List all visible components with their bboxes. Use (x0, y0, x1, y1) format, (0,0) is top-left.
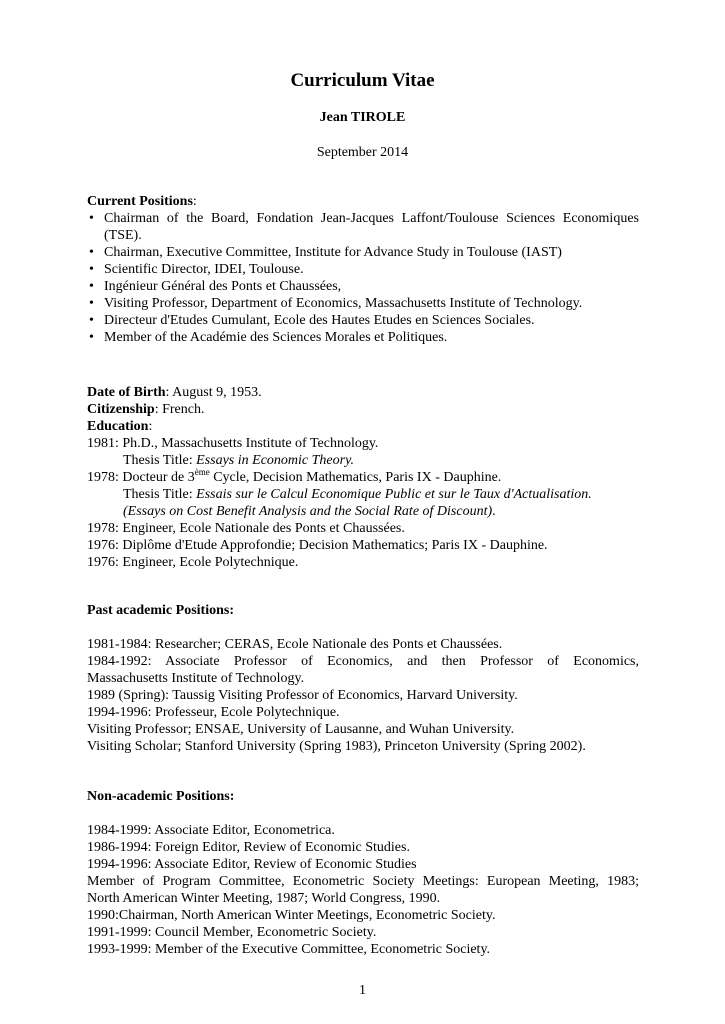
non-academic-item: 1993-1999: Member of the Executive Committee, Econometric Society. (87, 942, 491, 957)
education-heading-colon: : (148, 419, 153, 434)
phd-thesis-label: Thesis Title: (123, 453, 197, 468)
current-positions-heading: Current Positions (87, 194, 193, 209)
list-item: • Member of the Académie des Sciences Morales et Politiques. (87, 329, 639, 346)
spacer (87, 619, 639, 636)
non-academic-item: 1991-1999: Council Member, Econometric Society. (87, 925, 377, 940)
birth-line (87, 384, 639, 401)
non-academic-item: 1990:Chairman, North American Winter Meetings, Econometric Society. (87, 908, 496, 923)
citizenship-line (87, 401, 639, 418)
list-item: • Chairman, Executive Committee, Institute for Advance Study in Toulouse (IAST) (87, 244, 639, 261)
past-academic-item: 1989 (Spring): Taussig Visiting Professor of Economics, Harvard University. (87, 688, 518, 703)
past-academic-item: 1981-1984: Researcher; CERAS, Ecole Nationale des Ponts et Chaussées. (87, 637, 503, 652)
document-title: Curriculum Vitae (290, 70, 435, 91)
doctorat-suffix: Cycle, Decision Mathematics, Paris IX - Dauphine. (209, 470, 502, 485)
non-academic-item: Member of Program Committee, Econometric Society Meetings: European Meeting, 1983; (87, 874, 639, 889)
current-positions-section (87, 193, 639, 346)
education-phd: 1981: Ph.D., Massachusetts Institute of Technology. (87, 436, 379, 451)
list-item: • Visiting Professor, Department of Economics, Massachusetts Institute of Technology. (87, 295, 639, 312)
education-doctorat-thesis (87, 486, 639, 503)
current-positions-heading-colon: : (192, 194, 197, 209)
past-academic-section (87, 602, 639, 755)
spacer (87, 805, 639, 822)
education-phd-thesis (87, 452, 639, 469)
education-doctorat (87, 469, 639, 486)
past-academic-heading: Past academic Positions: (87, 603, 234, 618)
document-date: September 2014 (316, 145, 409, 160)
personal-education-section (87, 384, 639, 571)
past-academic-item: Visiting Professor; ENSAE, University of Lausanne, and Wuhan University. (87, 722, 515, 737)
birth-label: Date of Birth (87, 385, 166, 400)
doctorat-thesis-title: Essais sur le Calcul Economique Public et sur le Taux d'Actualisation. (196, 487, 592, 502)
non-academic-heading: Non-academic Positions: (87, 789, 235, 804)
citizenship-value: : French. (154, 402, 205, 417)
education-item: 1978: Engineer, Ecole Nationale des Ponts et Chaussées. (87, 521, 405, 536)
non-academic-section (87, 788, 639, 958)
current-positions-heading-line (87, 193, 639, 210)
past-academic-item-continuation: Massachusetts Institute of Technology. (87, 671, 305, 686)
education-item: 1976: Diplôme d'Etude Approfondie; Decision Mathematics; Paris IX - Dauphine. (87, 538, 548, 553)
birth-value: : August 9, 1953. (165, 385, 262, 400)
doctorat-thesis-label: Thesis Title: (123, 487, 197, 502)
education-heading: Education (87, 419, 149, 434)
education-doctorat-translation (87, 503, 639, 520)
list-item: • Scientific Director, IDEI, Toulouse. (87, 261, 639, 278)
past-academic-item: 1984-1992: Associate Professor of Economics, and then Professor of Economics, (87, 654, 639, 669)
doctorat-superscript: ème (194, 467, 210, 477)
education-item: 1976: Engineer, Ecole Polytechnique. (87, 555, 299, 570)
list-item: • Ingénieur Général des Ponts et Chaussées, (87, 278, 639, 295)
list-item: • Directeur d'Etudes Cumulant, Ecole des Hautes Etudes en Sciences Sociales. (87, 312, 639, 329)
education-heading-line (87, 418, 639, 435)
page-number: 1 (359, 983, 366, 998)
non-academic-item: 1984-1999: Associate Editor, Econometrica. (87, 823, 335, 838)
past-academic-item: Visiting Scholar; Stanford University (Spring 1983), Princeton University (Spring 2002). (87, 739, 586, 754)
non-academic-item-continuation: North American Winter Meeting, 1987; World Congress, 1990. (87, 891, 441, 906)
doctorat-prefix: 1978: Docteur de 3 (87, 470, 195, 485)
non-academic-item: 1986-1994: Foreign Editor, Review of Economic Studies. (87, 840, 410, 855)
doctorat-thesis-translation: (Essays on Cost Benefit Analysis and the Social Rate of Discount) (123, 504, 493, 519)
doctorat-thesis-end: . (492, 504, 496, 519)
citizenship-label: Citizenship (87, 402, 155, 417)
list-item: • Chairman of the Board, Fondation Jean-Jacques Laffont/Toulouse Sciences Economiques (TSE). (87, 210, 639, 244)
phd-thesis-title: Essays in Economic Theory. (196, 453, 355, 468)
current-positions-list (87, 210, 639, 346)
non-academic-item: 1994-1996: Associate Editor, Review of Economic Studies (87, 857, 417, 872)
past-academic-item: 1994-1996: Professeur, Ecole Polytechnique. (87, 705, 340, 720)
author-name: Jean TIROLE (319, 110, 406, 125)
